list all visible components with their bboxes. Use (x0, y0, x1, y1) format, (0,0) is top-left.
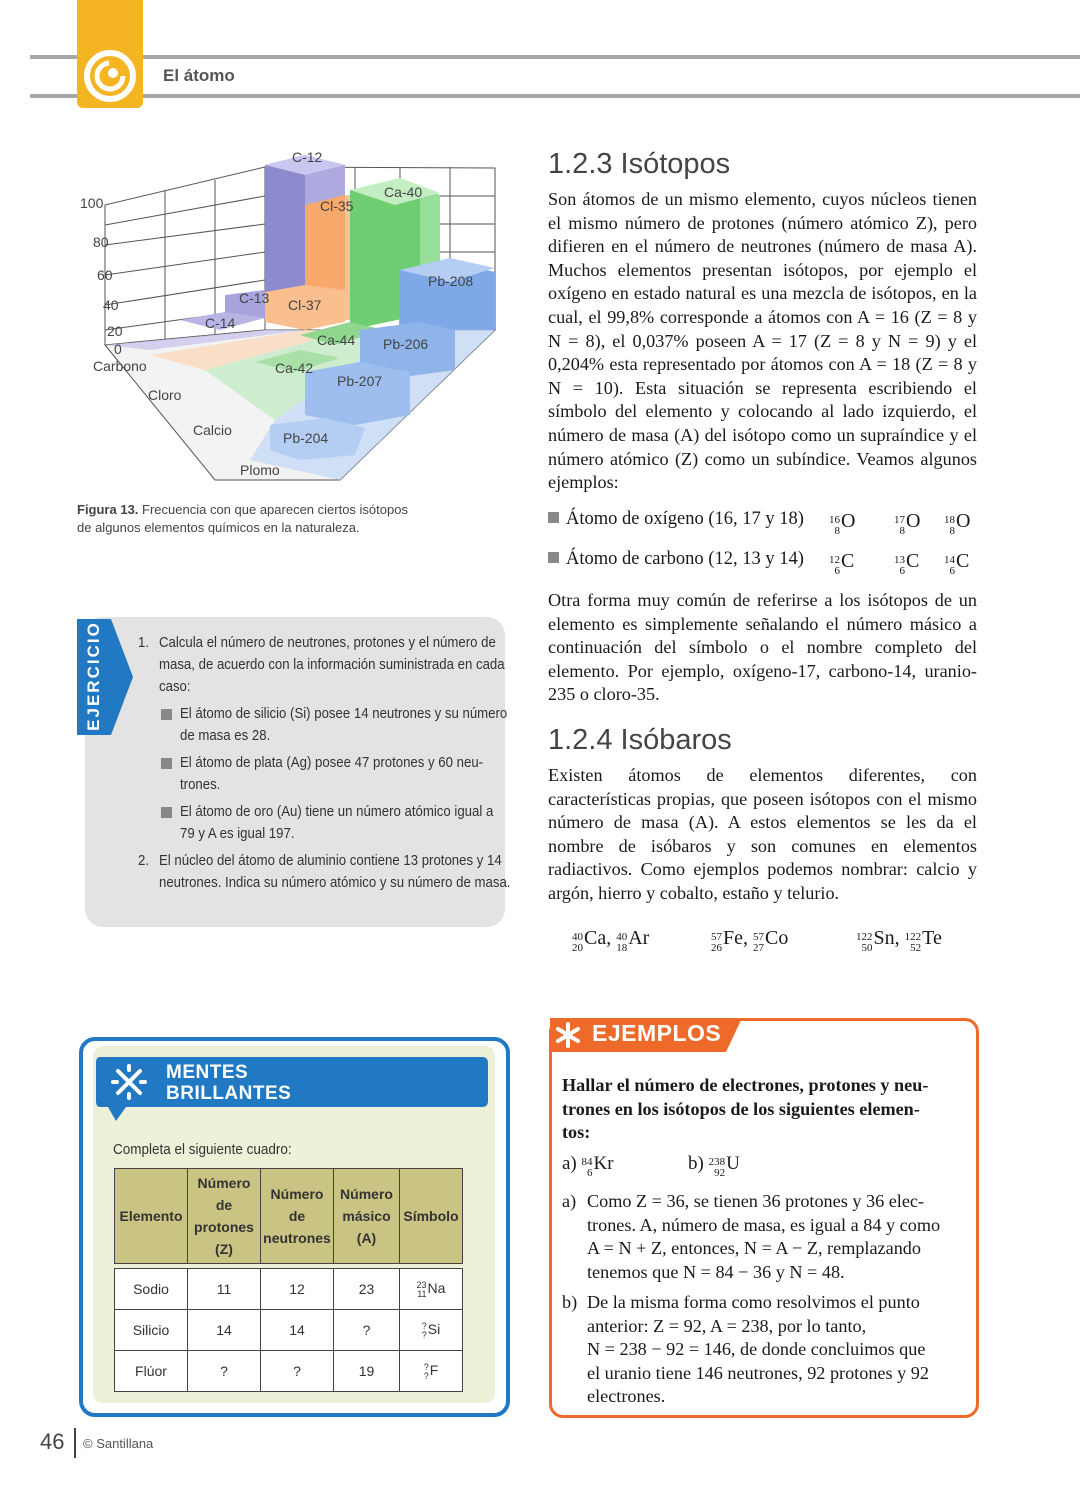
label-pb207: Pb-207 (337, 373, 383, 389)
sparkle-icon (113, 1066, 145, 1098)
solution-a-label: a) (562, 1191, 577, 1211)
bullet-square-icon (161, 709, 172, 720)
label-ca44: Ca-44 (317, 332, 356, 348)
section-123-para2: Otra forma muy común de referirse a los isótopos de un elemento es simplemente señalando el número másico a continuación del símbolo o el nombre completo del elemento. Por ejemplo, oxígeno-17, carbono-14, uranio-235 o cloro-35. (548, 590, 977, 705)
mentes-title: MENTES BRILLANTES (166, 1062, 292, 1104)
ytick-0: 0 (114, 341, 122, 357)
isotope-o17: 17 8 O (894, 510, 921, 537)
carbon-bullet (548, 549, 804, 570)
oxygen-bullet (548, 509, 804, 530)
header-rule-top (30, 55, 1080, 59)
exercise-item2-number: 2. (138, 852, 150, 869)
exercise-item2: El núcleo del átomo de aluminio contiene 13 protones y 14 neutrones. Indica su número atómico y su número de masa. (159, 852, 511, 891)
footer-divider (74, 1428, 76, 1458)
header-rule-bottom (30, 94, 1080, 98)
category-carbono: Carbono (93, 358, 147, 374)
label-pb206: Pb-206 (383, 336, 429, 352)
label-c12: C-12 (292, 149, 323, 165)
ejemplos-option-a: a) 84 6 Kr (562, 1153, 614, 1179)
exercise-sub-b: El átomo de plata (Ag) posee 47 protones y 60 neu- trones. (180, 754, 484, 793)
label-c13: C-13 (239, 290, 270, 306)
category-calcio: Calcio (193, 422, 232, 438)
exercise-sub-a: El átomo de silicio (Si) posee 14 neutrones y su número de masa es 28. (180, 705, 508, 744)
isobar-pair-fe-co: 57 26 Fe, 57 27 Co (711, 927, 789, 954)
chapter-title: El átomo (163, 66, 235, 85)
label-ca40: Ca-40 (384, 184, 423, 200)
section-123-title: 1.2.3 Isótopos (548, 148, 731, 180)
label-pb204: Pb-204 (283, 430, 329, 446)
chapter-logo-icon (77, 0, 143, 108)
section-124-title: 1.2.4 Isóbaros (548, 724, 732, 756)
category-plomo: Plomo (240, 462, 280, 478)
isotope-c14: 14 6 C (944, 550, 970, 577)
bullet-square-icon (161, 758, 172, 769)
label-cl35: Cl-35 (320, 198, 354, 214)
figure-caption-line1: Frecuencia con que aparecen ciertos isótopos (138, 502, 408, 517)
isotope-chart (70, 130, 520, 490)
page-number: 46 (40, 1429, 65, 1454)
table-row: Silicio 14 14 ? ? ? Si (115, 1310, 463, 1351)
category-cloro: Cloro (148, 387, 182, 403)
isotope-table (114, 1168, 463, 1392)
header-neutrones: Número de neutrones (261, 1169, 334, 1264)
label-ca42: Ca-42 (275, 360, 314, 376)
ytick-20: 20 (107, 323, 123, 339)
figure-caption-line2: de algunos elementos químicos en la naturaleza. (77, 520, 360, 535)
section-123-para1: Son átomos de un mismo elemento, cuyos núcleos tienen el mismo número de protones (número atómico Z), pero difieren en el número de neutrones (número de masa A). Muchos elementos presentan isótopos, por ejemplo el oxígeno en estado natural es una mezcla de isótopos, en la cual, el 99,8% corresponde a átomos con A = 16 (Z = 8 y N = 8), el 0,037% poseen A = 17 (Z = 8 y N = 9) y el 0,204% esta representado por átomos con A = 18 (Z = 8 y N = 10). Esta situación se representa escribiendo el símbolo del elemento y colocando al lado izquierdo, el número de masa (A) del isótopo como un supraíndice y el número atómico (Z) como un subíndice. Veamos algunos ejemplos: (548, 189, 977, 493)
exercise-item1: Calcula el número de neutrones, protones y el número de masa, de acuerdo con la información suministrada en cada caso: (159, 634, 505, 695)
figure-caption (77, 501, 408, 537)
ejemplos-title: EJEMPLOS (592, 1020, 722, 1046)
isobar-pair-sn-te: 122 50 Sn, 122 52 Te (856, 927, 942, 954)
solution-b-label: b) (562, 1292, 578, 1312)
isotope-o18: 18 8 O (944, 510, 971, 537)
ytick-80: 80 (93, 234, 109, 250)
solution-a: Como Z = 36, se tienen 36 protones y 36 elec- trones. A, número de masa, es igual a 84 y como A = N + Z, entonces, N = A − Z, remplazando tenemos que N = 84 − 36 y N = 48. (587, 1191, 941, 1282)
ytick-40: 40 (103, 297, 119, 313)
label-c14: C-14 (205, 315, 236, 331)
isotope-o16: 16 8 O (829, 510, 856, 537)
mentes-banner (96, 1057, 488, 1127)
bullet-square-icon (161, 807, 172, 818)
carbon-label: Átomo de carbono (12, 13 y 14) (566, 549, 804, 569)
table-header-row (115, 1169, 463, 1264)
exercise-label: EJERCICIO (84, 621, 104, 731)
exercise-sub-c: El átomo de oro (Au) tiene un número atómico igual a 79 y A es igual 197. (180, 803, 494, 842)
header-masico: Número másico (A) (334, 1169, 400, 1264)
bullet-square-icon (548, 512, 559, 523)
header-protones: Número de protones (Z) (188, 1169, 261, 1264)
solution-b: De la misma forma como resolvimos el punto anterior: Z = 92, A = 238, por lo tanto, N = 238 − 92 = 146, de donde concluimos que el uranio tiene 146 neutrones, 92 protones y 92 electrones. (587, 1292, 929, 1407)
mentes-instruction: Completa el siguiente cuadro: (113, 1141, 292, 1158)
label-pb208: Pb-208 (428, 273, 474, 289)
ytick-100: 100 (80, 195, 104, 211)
table-row: Flúor ? ? 19 ? ? F (115, 1351, 463, 1392)
bar-pb207 (305, 362, 410, 425)
label-cl37: Cl-37 (288, 297, 322, 313)
isobar-pair-ca-ar: 40 20 Ca, 40 18 Ar (572, 927, 650, 954)
isotope-c12: 12 6 C (829, 550, 855, 577)
publisher: © Santillana (83, 1436, 154, 1451)
figure-label: Figura 13. (77, 502, 139, 517)
isotope-c13: 13 6 C (894, 550, 920, 577)
bullet-square-icon (548, 552, 559, 563)
header-elemento: Elemento (115, 1169, 188, 1264)
table-row: Sodio 11 12 23 23 11 Na (115, 1269, 463, 1310)
header-simbolo: Símbolo (400, 1169, 463, 1264)
oxygen-label: Átomo de oxígeno (16, 17 y 18) (566, 509, 804, 529)
exercise-item1-number: 1. (138, 634, 150, 651)
ejemplos-prompt: Hallar el número de electrones, protones y neu- trones en los isótopos de los siguientes elemen- tos: (562, 1075, 929, 1143)
section-124-para: Existen átomos de elementos diferentes, con características propias, que poseen isótopos con el mismo número de masa (A). A estos elementos se les da el nombre de isóbaros y son comunes en elementos radiactivos. Como ejemplos podemos nombrar: calcio y argón, hierro y cobalto, estaño y telurio. (548, 765, 977, 903)
ytick-60: 60 (97, 267, 113, 283)
ejemplos-option-b: b) 238 92 U (688, 1153, 740, 1179)
chapter-tab (77, 0, 143, 108)
